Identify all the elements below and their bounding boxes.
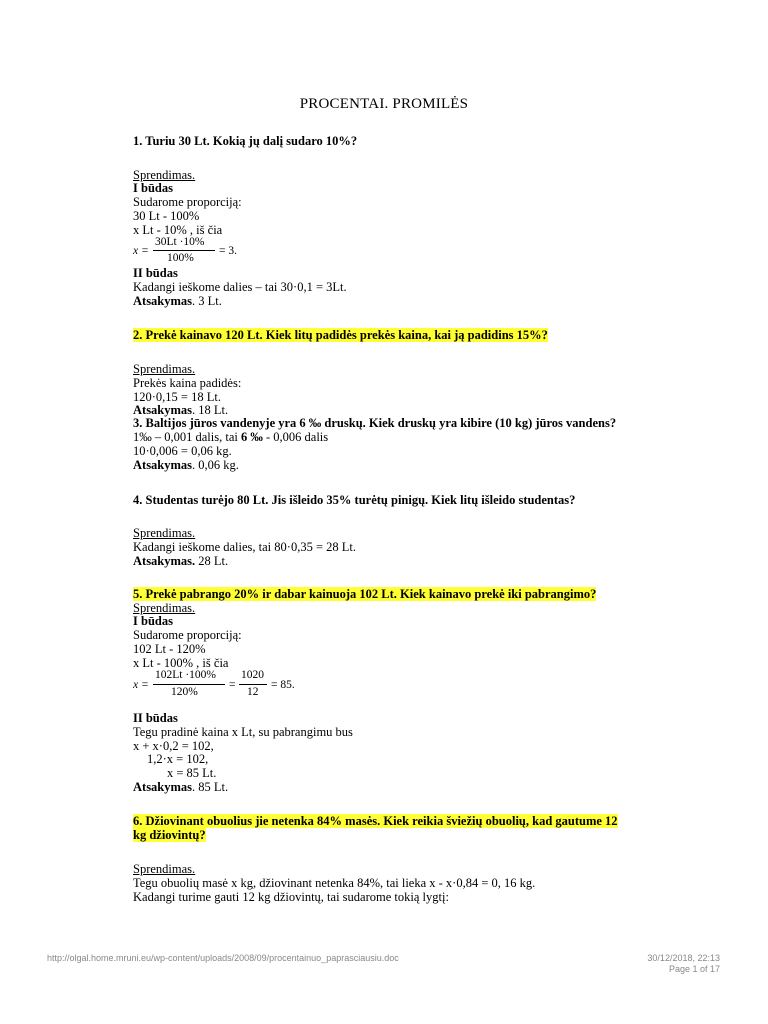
q5-answer-value: . 85 Lt. (192, 780, 229, 794)
q1-frac-x: x = (133, 245, 149, 257)
q5-line: Tegu pradinė kaina x Lt, su pabrangimu bus (133, 725, 353, 739)
q5-line: x + x·0,2 = 102, (133, 739, 214, 753)
q5-frac-numerator: 102Lt ·100% (155, 669, 217, 681)
q1-frac-numerator: 30Lt ·10% (155, 236, 205, 248)
q3-answer-value: . 0,06 kg. (192, 458, 239, 472)
q1-line: x Lt - 10% , iš čia (133, 223, 223, 237)
q5-frac-x: x = (133, 679, 149, 691)
q1-way2-label: II būdas (133, 266, 178, 280)
question-6: 6. Džiovinant obuolius jie netenka 84% masės. Kiek reikia šviežių obuolių, kad gautume 12 (133, 814, 618, 828)
q3-answer-label: Atsakymas (133, 458, 193, 472)
question-3: 3. Baltijos jūros vandenyje yra 6 ‰ druskų. Kiek druskų yra kibire (10 kg) jūros vandens? (133, 416, 617, 430)
footer-page-number: Page 1 of 17 (668, 964, 720, 974)
q6-line: Tegu obuolių masė x kg, džiovinant netenka 84%, tai lieka x - x·0,84 = 0, 16 kg. (133, 876, 536, 890)
q2-answer-value: . 18 Lt. (192, 403, 229, 417)
q5-fraction (133, 669, 303, 703)
q5-way1-label: I būdas (133, 614, 173, 628)
q4-answer-value: 28 Lt. (195, 554, 229, 568)
q2-line: Prekės kaina padidės: (133, 376, 242, 390)
q2-line: 120·0,15 = 18 Lt. (133, 390, 221, 404)
q1-line: Sudarome proporciją: (133, 195, 242, 209)
q5-fraction-bar (153, 684, 225, 685)
q6-solution-label: Sprendimas. (133, 862, 196, 876)
q3-answer (133, 458, 239, 472)
question-5: 5. Prekė pabrango 20% ir dabar kainuoja 102 Lt. Kiek kainavo prekė iki pabrangimo? (133, 587, 597, 601)
q5-answer (133, 780, 228, 794)
q5-frac2-denominator: 12 (247, 686, 259, 698)
q4-line: Kadangi ieškome dalies, tai 80·0,35 = 28 Lt. (133, 540, 356, 554)
q1-fraction (133, 236, 253, 268)
q1-answer-value: . 3 Lt. (192, 294, 222, 308)
q1-frac-denominator: 100% (167, 252, 194, 264)
q5-fraction2-bar (239, 684, 267, 685)
question-6-cont: kg džiovintų? (133, 828, 206, 842)
q1-line: 30 Lt - 100% (133, 209, 200, 223)
q1-fraction-bar (153, 250, 215, 251)
q5-frac-result: = 85. (271, 679, 295, 691)
page-title: PROCENTAI. PROMILĖS (299, 96, 469, 112)
q5-answer-label: Atsakymas (133, 780, 193, 794)
q2-answer-label: Atsakymas (133, 403, 193, 417)
q6-line: Kadangi turime gauti 12 kg džiovintų, tai sudarome tokią lygtį: (133, 890, 449, 904)
q4-solution-label: Sprendimas. (133, 526, 196, 540)
footer-datetime: 30/12/2018, 22:13 (647, 953, 720, 963)
q3-line: 1‰ – 0,001 dalis, tai 6 ‰ - 0,006 dalis (133, 430, 329, 444)
q4-answer (133, 554, 228, 568)
q5-line: 102 Lt - 120% (133, 642, 206, 656)
q4-answer-label: Atsakymas. (133, 554, 196, 568)
q5-solution-label: Sprendimas. (133, 601, 196, 615)
q3-line: 10·0,006 = 0,06 kg. (133, 444, 232, 458)
q1-solution-label: Sprendimas. (133, 168, 196, 182)
q5-frac-eq: = (229, 679, 236, 691)
q5-line: Sudarome proporciją: (133, 628, 242, 642)
q5-line: x Lt - 100% , iš čia (133, 656, 229, 670)
q5-frac2-numerator: 1020 (241, 669, 264, 681)
q1-answer-label: Atsakymas (133, 294, 193, 308)
q1-line: Kadangi ieškome dalies – tai 30·0,1 = 3Lt. (133, 280, 347, 294)
q2-answer (133, 403, 228, 417)
q1-answer (133, 294, 222, 308)
q5-way2-label: II būdas (133, 711, 178, 725)
question-2: 2. Prekė kainavo 120 Lt. Kiek litų padidės prekės kaina, kai ją padidins 15%? (133, 328, 548, 342)
q5-frac-denominator: 120% (171, 686, 198, 698)
question-4: 4. Studentas turėjo 80 Lt. Jis išleido 35% turėtų pinigų. Kiek litų išleido studentas? (133, 493, 576, 507)
q2-solution-label: Sprendimas. (133, 362, 196, 376)
q1-frac-result: = 3. (219, 245, 237, 257)
q5-line: 1,2·x = 102, (147, 752, 209, 766)
question-1: 1. Turiu 30 Lt. Kokią jų dalį sudaro 10%? (133, 134, 358, 148)
footer-url[interactable]: http://olgal.home.mruni.eu/wp-content/uploads/2008/09/procentainuo_paprasciausiu.doc (47, 953, 399, 963)
q1-way1-label: I būdas (133, 181, 173, 195)
q5-line: x = 85 Lt. (167, 766, 217, 780)
